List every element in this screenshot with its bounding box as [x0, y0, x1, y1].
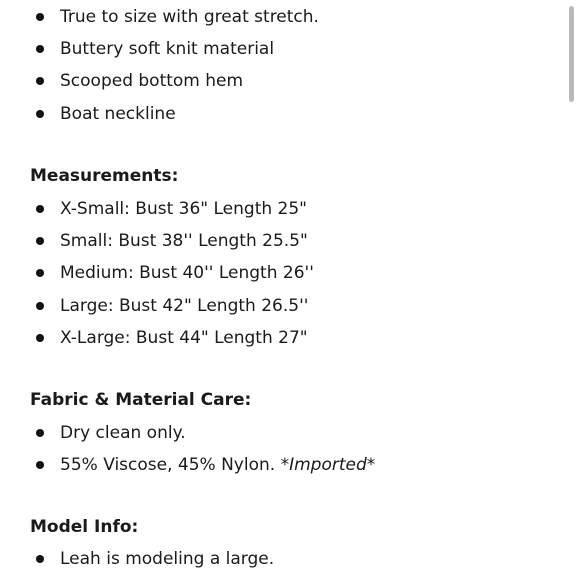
bullet-icon — [36, 555, 44, 563]
feature-text: Boat neckline — [60, 104, 176, 124]
list-item — [60, 70, 243, 92]
feature-text: Scooped bottom hem — [60, 71, 244, 91]
measurement-text: Medium: Bust 40'' Length 26'' — [60, 263, 314, 283]
fabric-care-heading: Fabric & Material Care: — [30, 390, 252, 410]
measurement-text: Small: Bust 38'' Length 25.5" — [60, 231, 308, 251]
scrollbar-thumb[interactable] — [569, 6, 574, 102]
model-info-text: Leah is modeling a large. — [60, 549, 275, 569]
bullet-icon — [36, 77, 44, 85]
measurement-text: X-Large: Bust 44" Length 27" — [60, 328, 308, 348]
bullet-icon — [36, 13, 44, 21]
bullet-icon — [36, 205, 44, 213]
imported-note: *Imported* — [280, 455, 376, 475]
bullet-icon — [36, 237, 44, 245]
list-item — [60, 230, 308, 252]
list-item — [60, 6, 319, 28]
list-item — [60, 327, 308, 349]
bullet-icon — [36, 429, 44, 437]
bullet-icon — [36, 269, 44, 277]
feature-text: True to size with great stretch. — [60, 7, 319, 27]
care-text: Dry clean only. — [60, 423, 186, 443]
list-item — [60, 454, 375, 476]
list-item — [60, 422, 186, 444]
list-item — [60, 295, 308, 317]
list-item — [60, 103, 176, 125]
measurement-text: X-Small: Bust 36" Length 25" — [60, 199, 307, 219]
bullet-icon — [36, 334, 44, 342]
measurement-text: Large: Bust 42" Length 26.5'' — [60, 296, 309, 316]
list-item — [60, 548, 274, 570]
measurements-heading: Measurements: — [30, 166, 179, 186]
composition-text: 55% Viscose, 45% Nylon. — [60, 455, 281, 475]
list-item — [60, 198, 307, 220]
bullet-icon — [36, 461, 44, 469]
list-item — [60, 38, 274, 60]
bullet-icon — [36, 45, 44, 53]
bullet-icon — [36, 302, 44, 310]
bullet-icon — [36, 110, 44, 118]
feature-text: Buttery soft knit material — [60, 39, 275, 59]
model-info-heading: Model Info: — [30, 517, 139, 537]
list-item — [60, 262, 314, 284]
vertical-scrollbar[interactable] — [566, 0, 580, 580]
